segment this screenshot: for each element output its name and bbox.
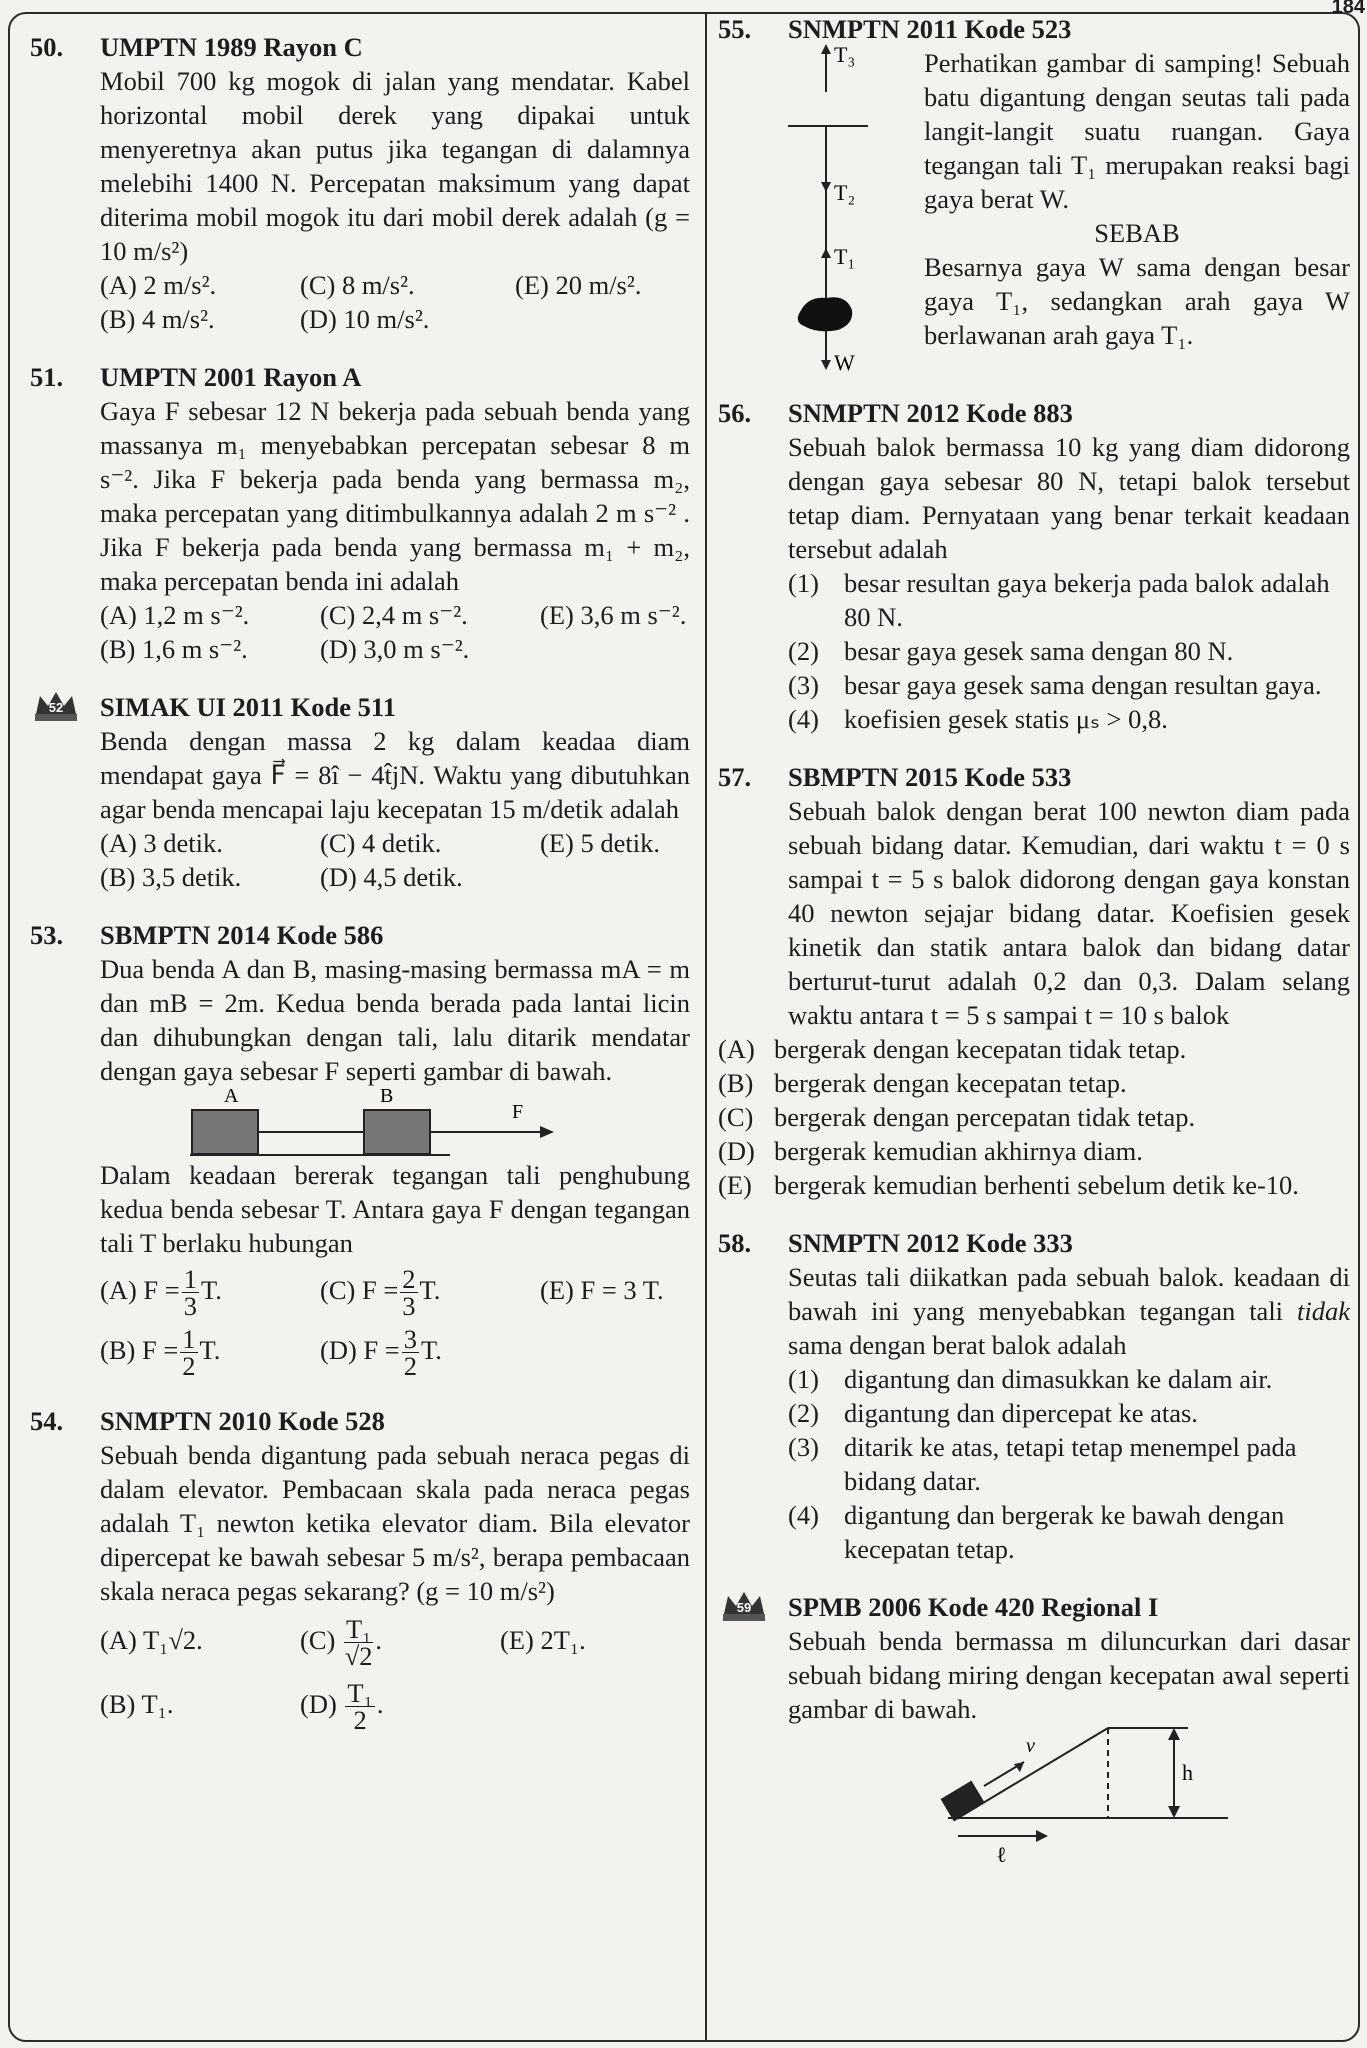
label-l: ℓ <box>996 1842 1007 1866</box>
option-c: (C) 8 m/s². <box>300 270 415 300</box>
option-a: (A) F = $\frac{1}{3}$ T. <box>100 1264 222 1322</box>
question-text: Seutas tali diikatkan pada sebuah balok. keadaan di bawah ini yang menyebabkan tegangan tali tidak sama dengan berat balok adalah <box>788 1262 1350 1360</box>
label-t3: T₃ <box>834 42 856 67</box>
right-column <box>718 12 1350 1890</box>
list-item: (C) bergerak dengan percepatan tidak tetap. <box>718 1102 1196 1132</box>
option-e: (E) 20 m/s². <box>515 270 642 300</box>
option-b: (B) 3,5 detik. <box>100 862 242 892</box>
option-d: (D) 10 m/s². <box>300 304 430 334</box>
question-text: Sebuah balok bermassa 10 kg yang diam didorong dengan gaya sebesar 80 N, tetapi balok tersebut tetap diam. Pernyataan yang benar terkait keadaan tersebut adalah <box>788 432 1350 564</box>
question-source: UMPTN 1989 Rayon C <box>100 32 363 62</box>
question-number: 50. <box>30 32 64 62</box>
option-a: (A) T₁√2. <box>100 1625 203 1655</box>
option-e: (E) 2T₁. <box>500 1625 586 1655</box>
question-57 <box>718 760 1350 1202</box>
label-h: h <box>1182 1760 1193 1785</box>
question-58 <box>718 1226 1350 1566</box>
option-c: (C) 4 detik. <box>320 828 442 858</box>
question-text: Gaya F sebesar 12 N bekerja pada sebuah benda yang massanya m₁ menyebabkan percepatan sebesar 8 m s⁻². Jika F bekerja pada benda yang bermassa m₂, maka percepatan yang ditimbulkannya adalah 2 m s⁻² . Jika F bekerja pada benda yang bermassa m₁ + m₂, maka percepatan benda ini adalah <box>100 396 690 596</box>
question-text: Sebuah benda bermassa m diluncurkan dari dasar sebuah bidang miring dengan kecepatan awal seperti gambar di bawah. <box>788 1626 1350 1724</box>
question-text: Sebuah benda digantung pada sebuah neraca pegas di dalam elevator. Pembacaan skala pada neraca pegas adalah T₁ newton ketika elevator diam. Bila elevator dipercepat ke bawah sebesar 5 m/s², berapa pembacaan skala neraca pegas sekarang? (g = 10 m/s²) <box>100 1440 690 1606</box>
option-b: (B) T₁. <box>100 1689 174 1719</box>
option-e: (E) 3,6 m s⁻². <box>540 600 687 630</box>
option-a: (A) 3 detik. <box>100 828 223 858</box>
question-number: 53. <box>30 920 64 950</box>
question-source: SNMPTN 2010 Kode 528 <box>100 1406 385 1436</box>
list-item: (B) bergerak dengan kecepatan tetap. <box>718 1068 1127 1098</box>
crown-badge-icon <box>32 690 80 724</box>
question-number: 51. <box>30 362 64 392</box>
question-source: SBMPTN 2014 Kode 586 <box>100 920 384 950</box>
list-item: (1) digantung dan dimasukkan ke dalam air. <box>788 1364 1273 1394</box>
label-f: F <box>512 1101 524 1123</box>
question-number: 58. <box>718 1228 752 1258</box>
question-number: 54. <box>30 1406 64 1436</box>
label-b: B <box>380 1088 394 1107</box>
option-d: (D) 4,5 detik. <box>320 862 463 892</box>
question-59 <box>718 1590 1350 1866</box>
label-t2: T₂ <box>834 180 856 205</box>
option-c: (C) F = $\frac{2}{3}$ T. <box>320 1264 441 1322</box>
list-item: (4) koefisien gesek statis μₛ > 0,8. <box>788 704 1168 734</box>
option-c: (C) 2,4 m s⁻². <box>320 600 468 630</box>
question-number: 55. <box>718 14 752 44</box>
sebab-label: SEBAB <box>1094 218 1180 248</box>
question-text-2: Besarnya gaya W sama dengan besar gaya T₁, sedangkan arah gaya W berlawanan arah gaya T₁. <box>924 252 1350 350</box>
list-item: (2) besar gaya gesek sama dengan 80 N. <box>788 636 1234 666</box>
question-source: SNMPTN 2012 Kode 333 <box>788 1228 1073 1258</box>
incline-figure <box>928 1726 1248 1866</box>
list-item: (3) besar gaya gesek sama dengan resultan gaya. <box>788 670 1322 700</box>
question-text: Benda dengan massa 2 kg dalam keadaa diam mendapat gaya F⃗ = 8î − 4t̂jN. Waktu yang dibutuhkan agar benda mencapai laju kecepatan 15 m/detik adalah <box>100 726 690 824</box>
label-t1: T₁ <box>834 244 856 269</box>
question-text: Mobil 700 kg mogok di jalan yang mendatar. Kabel horizontal mobil derek yang dipakai untuk menyeretnya akan putus jika tegangan di dalamnya melebihi 1400 N. Percepatan maksimum yang dapat diterima mobil mogok itu dari mobil derek adalah (g = 10 m/s²) <box>100 66 690 266</box>
option-e: (E) 5 detik. <box>540 828 660 858</box>
question-50 <box>30 30 690 336</box>
option-d: (D) 3,0 m s⁻². <box>320 634 470 664</box>
badge-number: 52 <box>48 700 64 715</box>
question-source: SPMB 2006 Kode 420 Regional I <box>788 1592 1159 1622</box>
option-b: (B) 4 m/s². <box>100 304 215 334</box>
list-item: (2) digantung dan dipercepat ke atas. <box>788 1398 1198 1428</box>
list-item: (A) bergerak dengan kecepatan tidak tetap. <box>718 1034 1187 1064</box>
question-text: Sebuah balok dengan berat 100 newton diam pada sebuah bidang datar. Kemudian, dari waktu t = 0 s sampai t = 5 s balok didorong dengan gaya konstan 40 newton sejajar bidang datar. Koefisien gesek kinetik dan statik antara balok dan bidang datar berturut-turut adalah 0,2 dan 0,3. Dalam selang waktu antara t = 5 s sampai t = 10 s balok <box>788 796 1350 1030</box>
badge-number: 59 <box>736 1600 752 1615</box>
question-number: 56. <box>718 398 752 428</box>
list-item: (1) besar resultan gaya bekerja pada balok adalah 80 N. <box>788 568 1330 632</box>
stone <box>798 297 852 331</box>
list-item: (E) bergerak kemudian berhenti sebelum detik ke-10. <box>718 1170 1299 1200</box>
question-text: Perhatikan gambar di samping! Sebuah batu digantung dengan seutas tali pada langit-langit suatu ruangan. Gaya tegangan tali T₁ merupakan reaksi bagi gaya berat W. <box>924 48 1350 214</box>
option-d: (D) $\frac{\text{T₁}}{2}$ . <box>300 1678 384 1736</box>
label-a: A <box>224 1088 239 1107</box>
question-55 <box>718 12 1350 372</box>
blocks-rope-figure <box>190 1088 610 1158</box>
question-text: Dua benda A dan B, masing-masing bermassa mA = m dan mB = 2m. Kedua benda berada pada lantai licin dan dihubungkan dengan tali, lalu ditarik mendatar dengan gaya sebesar F seperti gambar di bawah. <box>100 954 690 1086</box>
block-b <box>364 1110 430 1154</box>
hanging-stone-figure <box>788 42 878 372</box>
list-item: (4) digantung dan bergerak ke bawah dengan kecepatan tetap. <box>788 1500 1285 1564</box>
question-51 <box>30 360 690 666</box>
question-source: SNMPTN 2012 Kode 883 <box>788 398 1073 428</box>
block-a <box>192 1110 258 1154</box>
page-number: 184 <box>1331 0 1365 18</box>
option-b: (B) F = $\frac{1}{2}$ T. <box>100 1324 221 1382</box>
label-v: v <box>1026 1735 1035 1757</box>
list-item: (D) bergerak kemudian akhirnya diam. <box>718 1136 1143 1166</box>
option-e: (E) F = 3 T. <box>540 1275 664 1305</box>
question-source: SNMPTN 2011 Kode 523 <box>788 14 1072 44</box>
question-source: SBMPTN 2015 Kode 533 <box>788 762 1072 792</box>
question-54 <box>30 1404 690 1736</box>
crown-badge-icon <box>720 1590 768 1624</box>
option-b: (B) 1,6 m s⁻². <box>100 634 248 664</box>
label-w: W <box>834 350 855 372</box>
question-52 <box>30 690 690 894</box>
list-item: (3) ditarik ke atas, tetapi tetap menempel pada bidang datar. <box>788 1432 1297 1496</box>
question-text-2: Dalam keadaan bererak tegangan tali penghubung kedua benda sebesar T. Antara gaya F dengan tegangan tali T berlaku hubungan <box>100 1160 690 1258</box>
column-divider <box>705 12 707 2042</box>
question-source: UMPTN 2001 Rayon A <box>100 362 362 392</box>
option-d: (D) F = $\frac{3}{2}$ T. <box>320 1324 442 1382</box>
block <box>941 1781 985 1822</box>
question-53 <box>30 918 690 1380</box>
option-c: (C) $\frac{\text{T₁}}{√2}$ . <box>300 1614 383 1672</box>
option-a: (A) 1,2 m s⁻². <box>100 600 250 630</box>
option-a: (A) 2 m/s². <box>100 270 217 300</box>
question-56 <box>718 396 1350 736</box>
left-column <box>30 30 690 1760</box>
question-number: 57. <box>718 762 752 792</box>
question-source: SIMAK UI 2011 Kode 511 <box>100 692 396 722</box>
